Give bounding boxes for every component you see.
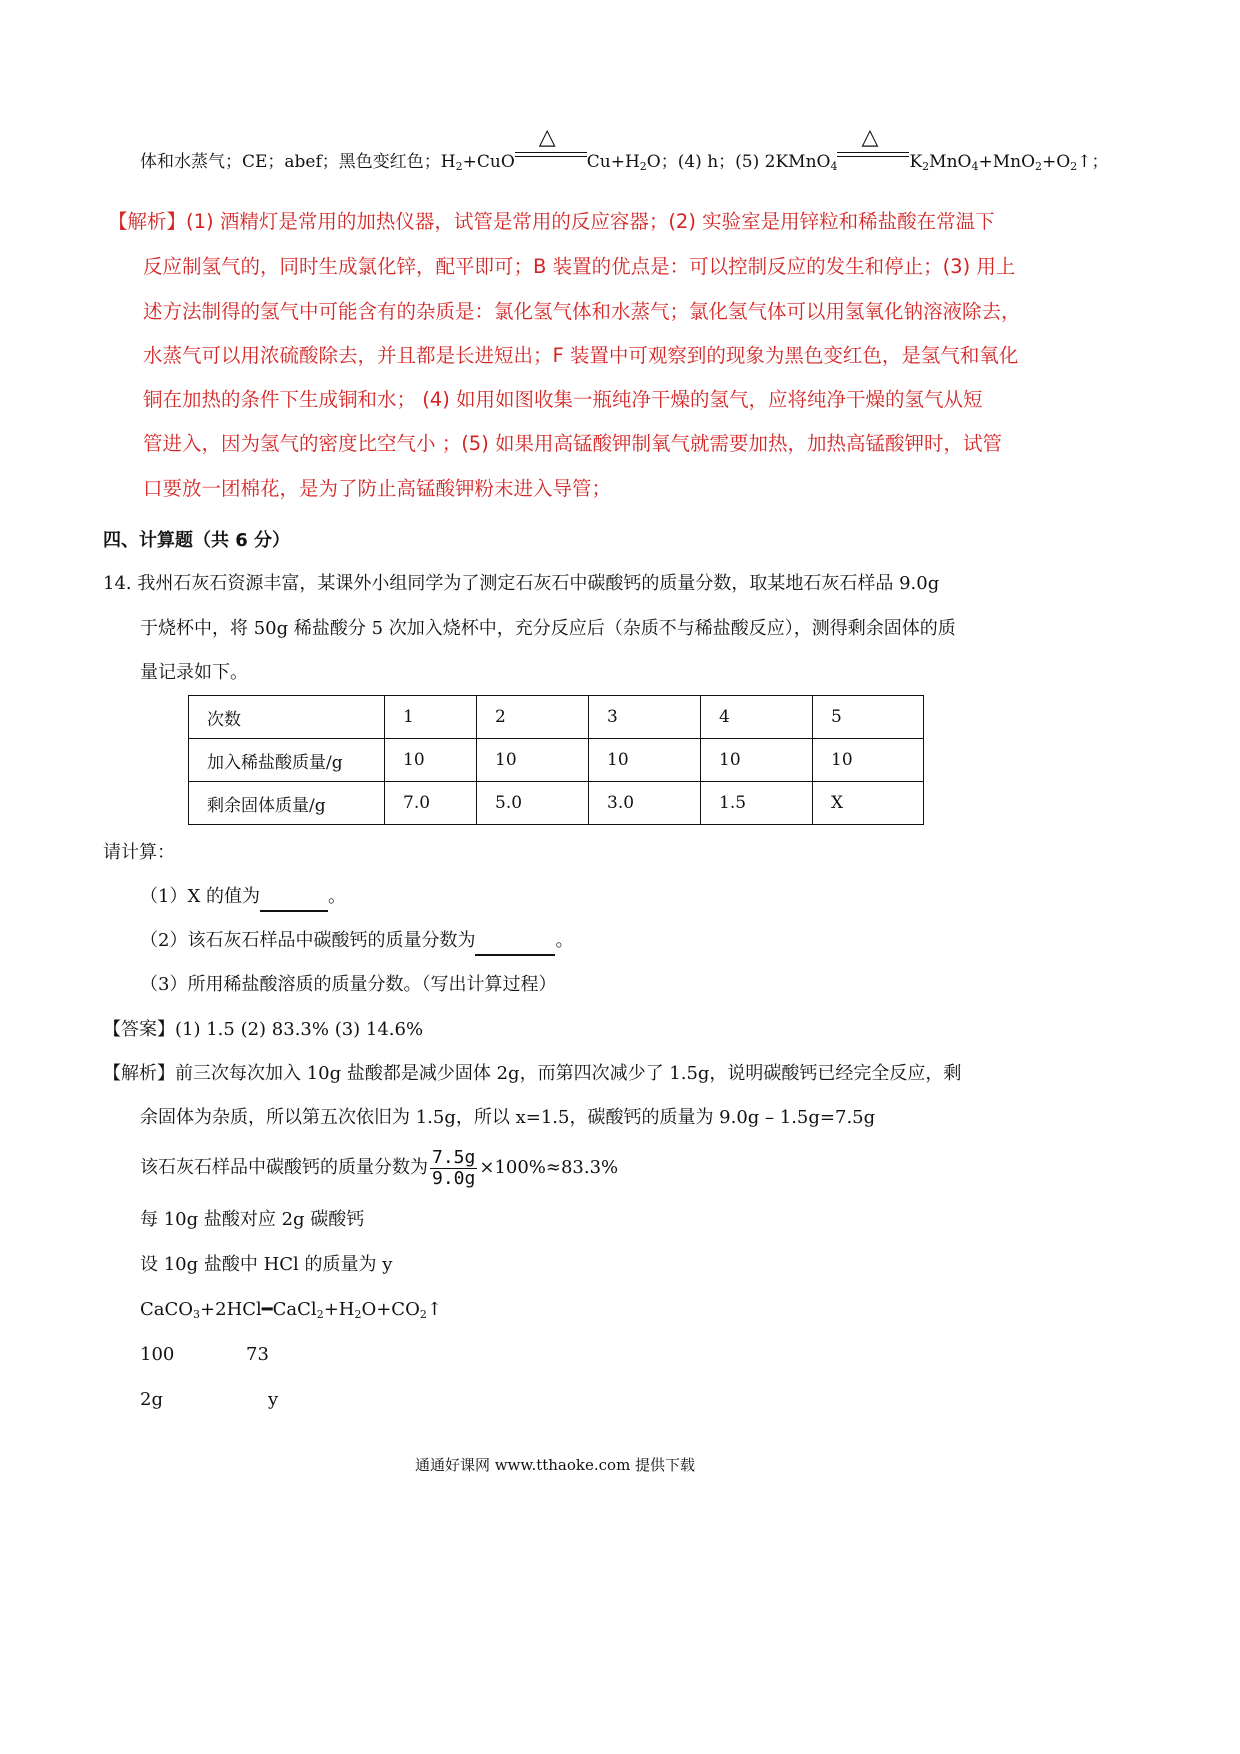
equation-text: ↑ <box>426 1299 442 1320</box>
question-line: 14. 我州石灰石资源丰富，某课外小组同学为了测定石灰石中碳酸钙的质量分数，取某地石灰石样品 9.0g <box>103 573 940 594</box>
double-line <box>515 152 587 153</box>
table-row <box>189 696 924 739</box>
answer-text: +MnO <box>978 152 1036 172</box>
solution-fraction-line <box>140 1145 618 1191</box>
subscript: 2 <box>1070 160 1078 173</box>
subscript: 2 <box>1035 160 1043 173</box>
analysis-line: 铜在加热的条件下生成铜和水； (4) 如用如图收集一瓶纯净干燥的氢气，应将纯净干燥的氢气从短 <box>143 388 983 411</box>
equation-text: +2HCl━CaCl <box>200 1299 317 1320</box>
answer-continuation-line <box>140 125 1109 175</box>
heat-triangle-icon: △ <box>538 125 556 150</box>
subscript: 2 <box>316 1308 324 1321</box>
heating-condition-sign <box>837 125 909 175</box>
solution-line: 每 10g 盐酸对应 2g 碳酸钙 <box>140 1209 365 1230</box>
table-cell: 2 <box>477 696 589 739</box>
answer-blank <box>260 884 328 912</box>
table-cell: 10 <box>385 739 477 782</box>
sub-question-text: （1）X 的值为 <box>140 886 260 907</box>
answer-text: Cu+H <box>586 152 640 172</box>
sub-question-2 <box>140 928 573 956</box>
analysis-line: 管进入，因为氢气的密度比空气小 ；(5) 如果用高锰酸钾制氧气就需要加热，加热高锰酸钾时，试管 <box>143 432 1003 455</box>
solution-line: 设 10g 盐酸中 HCl 的质量为 y <box>140 1254 393 1275</box>
subscript: 2 <box>354 1308 362 1321</box>
section-heading: 四、计算题（共 6 分） <box>103 530 291 551</box>
table-cell: 5.0 <box>477 782 589 825</box>
table-cell: 10 <box>813 739 924 782</box>
stoichiometry-value: 73 <box>246 1344 269 1365</box>
double-line <box>837 152 909 153</box>
analysis-line: 【解析】(1) 酒精灯是常用的加热仪器，试管是常用的反应容器；(2) 实验室是用锌粒和稀盐酸在常温下 <box>108 210 995 233</box>
table-cell: 5 <box>813 696 924 739</box>
table-cell: 剩余固体质量/g <box>189 782 385 825</box>
answer-text: O；(4) h；(5) 2KMnO <box>646 152 831 172</box>
chemical-equation <box>140 1297 442 1323</box>
equation-text: +H <box>323 1299 355 1320</box>
fraction-numerator: 7.5g <box>432 1146 476 1168</box>
answer-text: +O <box>1042 152 1071 172</box>
table-cell: X <box>813 782 924 825</box>
analysis-line: 水蒸气可以用浓硫酸除去，并且都是长进短出；F 装置中可观察到的现象为黑色变红色，是氢气和氧化 <box>143 344 1019 367</box>
answer-text: 体和水蒸气；CE；abef；黑色变红色；H <box>140 152 456 172</box>
stoichiometry-value: 2g <box>140 1389 163 1410</box>
equation-text: O+CO <box>361 1299 420 1320</box>
answer-text: ↑； <box>1077 152 1109 172</box>
double-line <box>515 156 587 157</box>
solution-text: ×100%≈83.3% <box>479 1157 619 1178</box>
table-cell: 4 <box>701 696 813 739</box>
table-cell: 加入稀盐酸质量/g <box>189 739 385 782</box>
table-cell: 3.0 <box>589 782 701 825</box>
answer-line: 【答案】(1) 1.5 (2) 83.3% (3) 14.6% <box>103 1019 424 1040</box>
page-footer: 通通好课网 www.tthaoke.com 提供下载 <box>414 1456 696 1474</box>
table-cell: 1 <box>385 696 477 739</box>
subscript: 2 <box>419 1308 427 1321</box>
table-cell: 1.5 <box>701 782 813 825</box>
fraction <box>430 1148 477 1189</box>
sub-question-1 <box>140 884 346 912</box>
data-table <box>188 695 924 825</box>
equation-text: CaCO <box>140 1299 194 1320</box>
heat-triangle-icon: △ <box>861 125 879 150</box>
question-line: 于烧杯中，将 50g 稀盐酸分 5 次加入烧杯中，充分反应后（杂质不与稀盐酸反应），测得剩余固体的质 <box>140 618 956 639</box>
sub-question-text: （2）该石灰石样品中碳酸钙的质量分数为 <box>140 930 476 951</box>
heating-condition-sign <box>515 125 587 175</box>
table-cell: 次数 <box>189 696 385 739</box>
table-cell: 3 <box>589 696 701 739</box>
table-cell: 10 <box>477 739 589 782</box>
subscript: 4 <box>971 160 979 173</box>
stoichiometry-value: y <box>268 1389 279 1410</box>
sub-question-3: （3）所用稀盐酸溶质的质量分数。（写出计算过程） <box>140 974 557 995</box>
analysis-line: 口要放一团棉花，是为了防止高锰酸钾粉末进入导管； <box>143 477 612 500</box>
answer-text: MnO <box>929 152 972 172</box>
sub-question-text: 。 <box>555 930 574 951</box>
double-line <box>837 156 909 157</box>
stoichiometry-value: 100 <box>140 1344 175 1365</box>
solution-line: 余固体为杂质，所以第五次依旧为 1.5g，所以 x=1.5，碳酸钙的质量为 9.0g – 1.5g=7.5g <box>140 1107 876 1128</box>
please-calculate-label: 请计算： <box>103 842 175 863</box>
table-row <box>189 782 924 825</box>
subscript: 2 <box>922 160 930 173</box>
table-cell: 7.0 <box>385 782 477 825</box>
subscript: 2 <box>639 160 647 173</box>
answer-blank <box>475 928 555 956</box>
analysis-line: 反应制氢气的，同时生成氯化锌，配平即可；B 装置的优点是：可以控制反应的发生和停止；(3) 用上 <box>143 255 1016 278</box>
table-cell: 10 <box>701 739 813 782</box>
answer-text: +CuO <box>462 152 515 172</box>
subscript: 4 <box>830 160 838 173</box>
table-row <box>189 739 924 782</box>
subscript: 2 <box>455 160 463 173</box>
subscript: 3 <box>193 1308 201 1321</box>
answer-text: K <box>909 152 923 172</box>
table-cell: 10 <box>589 739 701 782</box>
solution-line: 【解析】前三次每次加入 10g 盐酸都是减少固体 2g，而第四次减少了 1.5g，说明碳酸钙已经完全反应，剩 <box>103 1063 962 1084</box>
sub-question-text: 。 <box>328 886 346 907</box>
solution-text: 该石灰石样品中碳酸钙的质量分数为 <box>140 1157 428 1178</box>
fraction-denominator: 9.0g <box>432 1167 476 1189</box>
analysis-line: 述方法制得的氢气中可能含有的杂质是：氯化氢气体和水蒸气；氯化氢气体可以用氢氧化钠溶液除去， <box>143 300 1021 323</box>
question-line: 量记录如下。 <box>140 662 248 683</box>
